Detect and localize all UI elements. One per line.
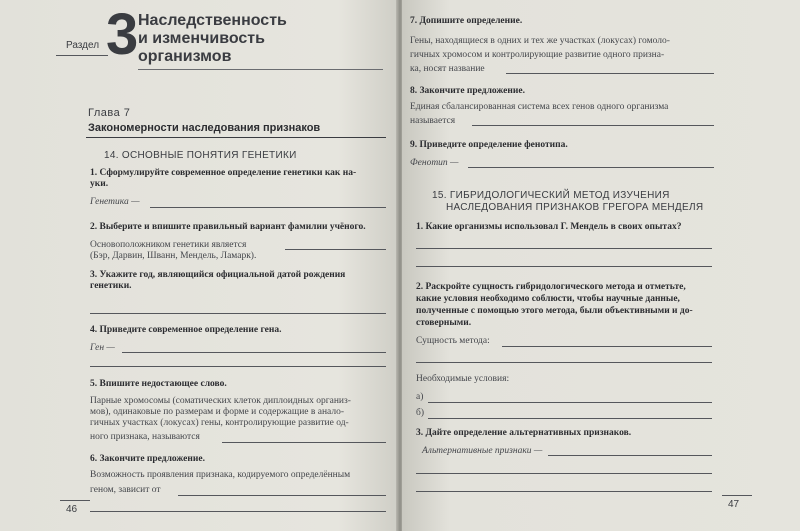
section-title-rule (138, 69, 383, 70)
q1-answer-line[interactable] (150, 207, 386, 208)
s2-condition-b-label: б) (416, 408, 424, 418)
q1-text-line-1: 1. Сформулируйте современное определение генетики как на- (90, 168, 357, 178)
q8-text: 8. Закончите предложение. (410, 86, 525, 96)
q7-body-line-2: гичных хромосом и контролирующие развитие одного призна- (410, 50, 665, 60)
q5-answer-line[interactable] (222, 442, 386, 443)
q2-text: 2. Выберите и впишите правильный вариант фамилии учёного. (90, 222, 366, 232)
q8-body-line-2: называется (410, 116, 456, 126)
q4-answer-line-1[interactable] (122, 352, 386, 353)
page-number: 46 (66, 504, 78, 515)
s2-essence-line-2[interactable] (416, 362, 712, 363)
right-page (402, 0, 800, 531)
subsection-title-line-1: 15. ГИБРИДОЛОГИЧЕСКИЙ МЕТОД ИЗУЧЕНИЯ (432, 190, 670, 201)
q9-answer-label: Фенотип — (410, 158, 459, 168)
s1-text: 1. Какие организмы использовал Г. Мендель в своих опытах? (416, 222, 682, 232)
s2-essence-label: Сущность метода: (416, 336, 490, 346)
s2-text-line-1: 2. Раскройте сущность гибридологического метода и отметьте, (416, 282, 686, 292)
q8-answer-line[interactable] (472, 125, 714, 126)
chapter-rule (86, 137, 386, 138)
q3-text-line-1: 3. Укажите год, являющийся официальной датой рождения (90, 270, 346, 280)
q8-body-line-1: Единая сбалансированная система всех генов одного организма (410, 102, 669, 112)
s1-answer-line-2[interactable] (416, 266, 712, 267)
q7-body-line-3: ка, носят название (410, 64, 485, 74)
q3-text-line-2: генетики. (90, 281, 132, 291)
q6-answer-line-2[interactable] (90, 511, 386, 512)
s1-answer-line-1[interactable] (416, 248, 712, 249)
q2-body-line-2: (Бэр, Дарвин, Шванн, Мендель, Ламарк). (90, 251, 257, 261)
section-title-line-3: организмов (138, 48, 232, 65)
s2-condition-b-line[interactable] (428, 418, 712, 419)
q3-answer-line[interactable] (90, 313, 386, 314)
section-title-line-1: Наследственность (138, 12, 287, 29)
s2-essence-line-1[interactable] (502, 346, 712, 347)
q7-body-line-1: Гены, находящиеся в одних и тех же участках (локусах) гомоло- (410, 36, 670, 46)
s2-text-line-4: стоверными. (416, 318, 472, 328)
q7-text: 7. Допишите определение. (410, 16, 523, 26)
s3-answer-line-3[interactable] (416, 491, 712, 492)
chapter-title: Закономерности наследования признаков (88, 122, 321, 134)
s3-answer-label: Альтернативные признаки — (422, 446, 543, 456)
q2-answer-line[interactable] (285, 249, 386, 250)
q6-body-line-1: Возможность проявления признака, кодируемого определённым (90, 470, 351, 480)
q4-answer-label: Ген — (90, 343, 115, 353)
q5-body-line-1: Парные хромосомы (соматических клеток диплоидных организ- (90, 396, 351, 406)
s2-text-line-2: какие условия необходимо соблюсти, чтобы научные данные, (416, 294, 680, 304)
q4-text: 4. Приведите современное определение гена. (90, 325, 282, 335)
page-number: 47 (728, 499, 740, 510)
q1-text-line-2: уки. (90, 179, 109, 189)
q9-answer-line[interactable] (468, 167, 714, 168)
subsection-title: 14. ОСНОВНЫЕ ПОНЯТИЯ ГЕНЕТИКИ (104, 150, 297, 161)
q9-text: 9. Приведите определение фенотипа. (410, 140, 568, 150)
s2-conditions-label: Необходимые условия: (416, 374, 510, 384)
section-title-line-2: и изменчивость (138, 30, 265, 47)
q7-answer-line[interactable] (506, 73, 714, 74)
s2-text-line-3: полученные с помощью этого метода, были объективными и до- (416, 306, 693, 316)
s2-condition-a-line[interactable] (428, 402, 712, 403)
q1-answer-label: Генетика — (90, 197, 140, 207)
q2-body-line-1: Основоположником генетики является (90, 240, 247, 250)
section-label-rule (56, 55, 108, 56)
q4-answer-line-2[interactable] (90, 366, 386, 367)
s3-answer-line-2[interactable] (416, 473, 712, 474)
q6-answer-line-1[interactable] (178, 495, 386, 496)
left-page (0, 0, 398, 531)
q5-text: 5. Впишите недостающее слово. (90, 379, 227, 389)
s3-text: 3. Дайте определение альтернативных признаков. (416, 428, 632, 438)
section-number: 3 (106, 2, 139, 67)
chapter-label: Глава 7 (88, 107, 131, 119)
q6-text: 6. Закончите предложение. (90, 454, 205, 464)
subsection-title-line-2: НАСЛЕДОВАНИЯ ПРИЗНАКОВ ГРЕГОРА МЕНДЕЛЯ (446, 202, 704, 213)
s3-answer-line-1[interactable] (548, 455, 712, 456)
q6-body-line-2: геном, зависит от (90, 485, 161, 495)
q5-body-line-4: ного признака, называются (90, 432, 200, 442)
section-label: Раздел (66, 40, 100, 51)
s2-condition-a-label: а) (416, 392, 424, 402)
q5-body-line-3: гичных участках (локусах) гены, контролирующие развитие од- (90, 418, 349, 428)
q5-body-line-2: мов), одинаковые по размерам и форме и содержащие в анало- (90, 407, 344, 417)
